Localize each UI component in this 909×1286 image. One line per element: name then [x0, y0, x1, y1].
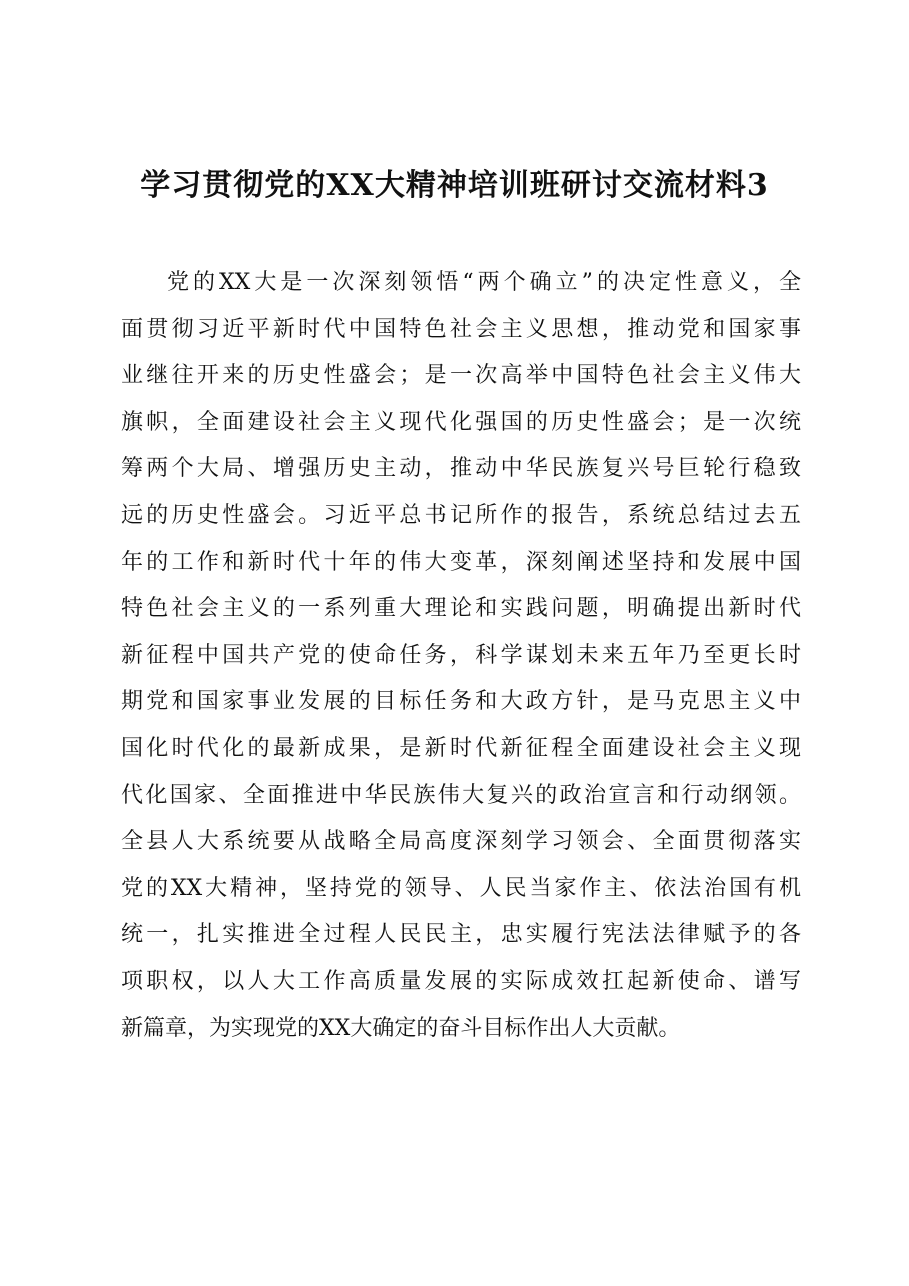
paragraph-line-1: 党的XX大是一次深刻领悟“两个确立”的决定性意义，全: [167, 270, 801, 295]
paragraph-line-13: 全县人大系统要从战略全局高度深刻学习领会、全面贯彻落实: [121, 829, 801, 855]
paragraph-line-15: 统一，扎实推进全过程人民民主，忠实履行宪法法律赋予的各: [121, 922, 801, 948]
document-body: [121, 260, 801, 1052]
paragraph-line-8: 特色社会主义的一系列重大理论和实践问题，明确提出新时代: [121, 596, 801, 622]
document-title: 学习贯彻党的XX大精神培训班研讨交流材料3: [140, 168, 769, 203]
paragraph-line-6: 远的历史性盛会。习近平总书记所作的报告，系统总结过去五: [121, 502, 801, 528]
paragraph-line-3: 业继往开来的历史性盛会；是一次高举中国特色社会主义伟大: [121, 363, 801, 389]
paragraph-line-17: 新篇章，为实现党的XX大确定的奋斗目标作出人大贡献。: [121, 1015, 681, 1041]
paragraph-line-16: 项职权，以人大工作高质量发展的实际成效扛起新使命、谱写: [121, 968, 801, 994]
paragraph-line-2: 面贯彻习近平新时代中国特色社会主义思想，推动党和国家事: [121, 316, 801, 342]
paragraph-line-7: 年的工作和新时代十年的伟大变革，深刻阐述坚持和发展中国: [121, 549, 801, 575]
paragraph-line-9: 新征程中国共产党的使命任务，科学谋划未来五年乃至更长时: [121, 642, 801, 668]
paragraph-line-11: 国化时代化的最新成果，是新时代新征程全面建设社会主义现: [121, 735, 801, 761]
paragraph-line-5: 筹两个大局、增强历史主动，推动中华民族复兴号巨轮行稳致: [121, 456, 801, 482]
paragraph-line-14: 党的XX大精神，坚持党的领导、人民当家作主、依法治国有机: [121, 875, 801, 901]
paragraph-line-4: 旗帜，全面建设社会主义现代化强国的历史性盛会；是一次统: [121, 409, 801, 435]
paragraph-line-12: 代化国家、全面推进中华民族伟大复兴的政治宣言和行动纲领。: [121, 782, 801, 808]
paragraph-line-10: 期党和国家事业发展的目标任务和大政方针，是马克思主义中: [121, 689, 801, 715]
